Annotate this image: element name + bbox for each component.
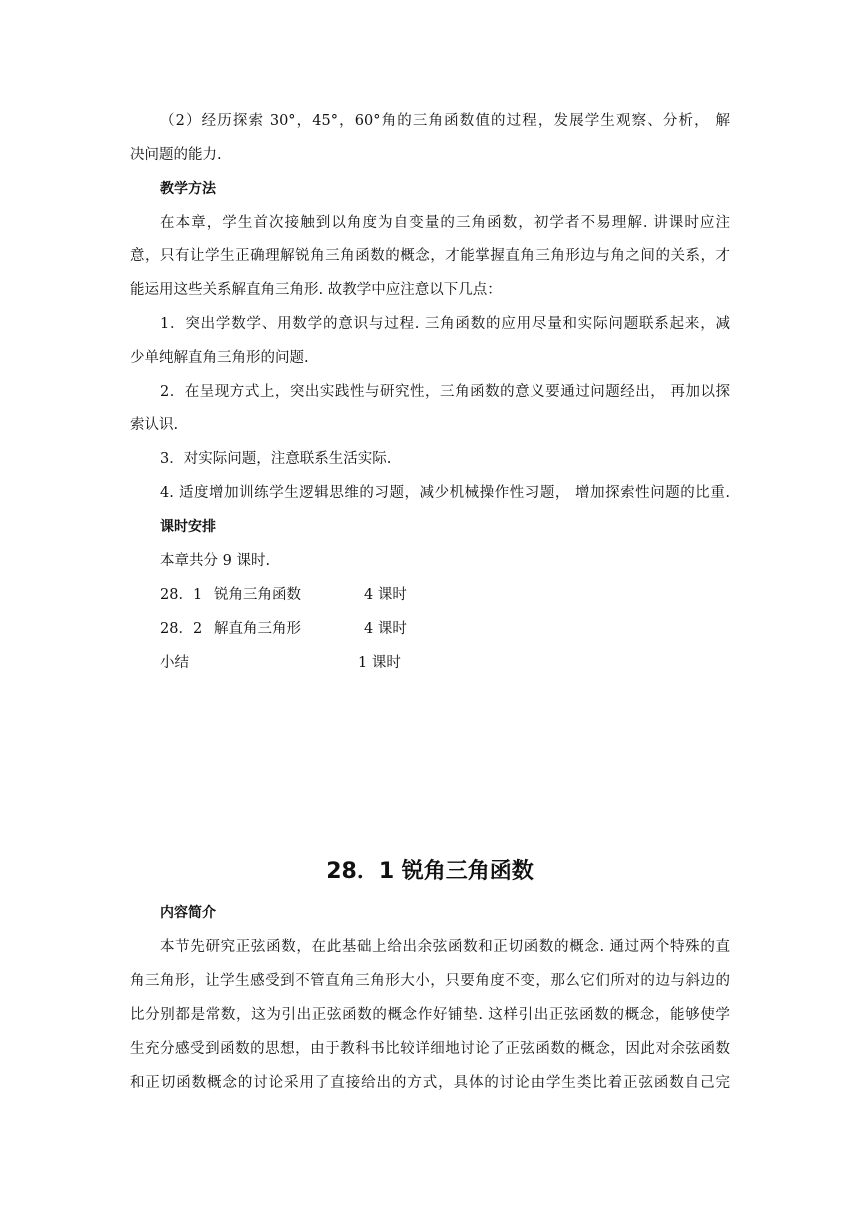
schedule-total: 本章共分 9 课时. xyxy=(160,553,271,569)
method-intro-line-1: 在本章，学生首次接触到以角度为自变量的三角函数，初学者不易理解. 讲课时应注 xyxy=(160,215,730,231)
schedule-row-code: 小结 xyxy=(160,655,189,671)
method-point-1-line-1: 1．突出学数学、用数学的意识与过程. 三角函数的应用尽量和实际问题联系起来，减 xyxy=(160,316,730,332)
content-intro-line-2: 角三角形，让学生感受到不管直角三角形大小，只要角度不变，那么它们所对的边与斜边的 xyxy=(130,973,730,989)
schedule-row-name: 锐角三角函数 xyxy=(214,587,301,603)
schedule-row-hours: 4 课时 xyxy=(364,621,407,637)
content-intro-line-3: 比分别都是常数，这为引出正弦函数的概念作好铺垫. 这样引出正弦函数的概念，能够使学 xyxy=(130,1007,730,1023)
schedule-row-hours: 4 课时 xyxy=(364,587,407,603)
schedule-row-code: 28．2 xyxy=(160,621,203,637)
content-intro-line-4: 生充分感受到函数的思想，由于教科书比较详细地讨论了正弦函数的概念，因此对余弦函数 xyxy=(130,1041,730,1057)
schedule-row-code: 28．1 xyxy=(160,587,203,603)
schedule-heading: 课时安排 xyxy=(160,519,216,535)
method-intro-line-2: 意，只有让学生正确理解锐角三角函数的概念，才能掌握直角三角形边与角之间的关系，才 xyxy=(130,248,730,264)
teaching-method-heading: 教学方法 xyxy=(160,181,216,197)
content-intro-line-1: 本节先研究正弦函数，在此基础上给出余弦函数和正切函数的概念. 通过两个特殊的直 xyxy=(160,939,730,955)
objective-line-2: 决问题的能力. xyxy=(130,147,222,163)
schedule-row xyxy=(160,619,407,639)
method-point-2-line-1: 2．在呈现方式上，突出实践性与研究性，三角函数的意义要通过问题经出， 再加以探 xyxy=(160,384,730,400)
content-intro-heading: 内容简介 xyxy=(160,905,216,921)
section-title: 28．1 锐角三角函数 xyxy=(326,859,534,884)
schedule-row-name: 解直角三角形 xyxy=(214,621,301,637)
method-point-3: 3．对实际问题，注意联系生活实际. xyxy=(160,451,392,467)
method-point-1-line-2: 少单纯解直角三角形的问题. xyxy=(130,350,309,366)
content-intro-line-5: 和正切函数概念的讨论采用了直接给出的方式，具体的讨论由学生类比着正弦函数自己完 xyxy=(130,1075,730,1091)
method-point-2-line-2: 索认识. xyxy=(130,417,179,433)
schedule-row xyxy=(160,585,407,605)
method-point-4: 4. 适度增加训练学生逻辑思维的习题，减少机械操作性习题， 增加探索性问题的比重. xyxy=(160,485,730,501)
objective-line-1: （2）经历探索 30°，45°，60°角的三角函数值的过程，发展学生观察、分析， 解 xyxy=(160,113,730,129)
schedule-row-hours: 1 课时 xyxy=(358,655,401,671)
schedule-row xyxy=(160,653,401,673)
method-intro-line-3: 能运用这些关系解直角三角形. 故教学中应注意以下几点： xyxy=(130,282,502,298)
